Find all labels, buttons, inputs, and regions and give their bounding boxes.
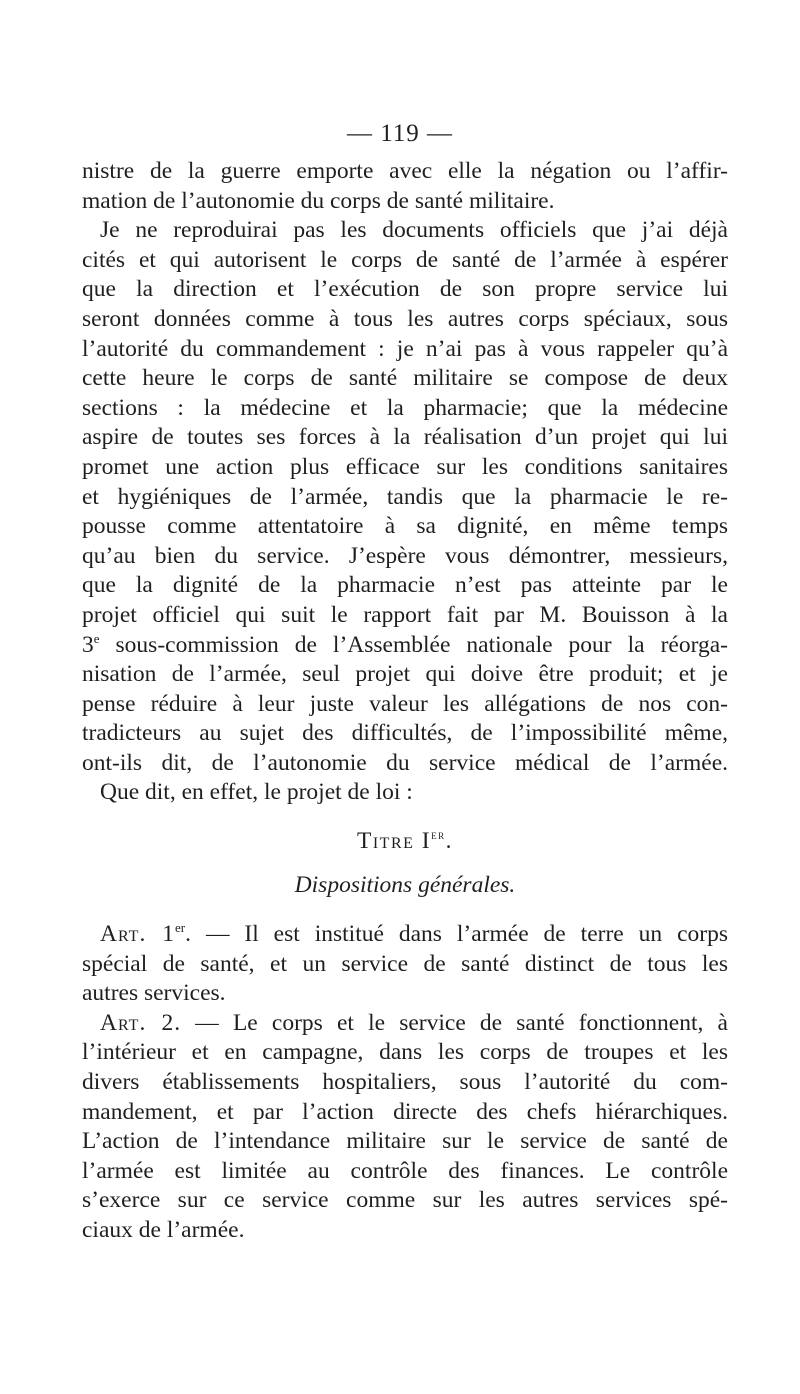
text-line: s’exerce sur ce service comme sur les autres services spé- <box>82 1187 728 1214</box>
paragraph-argument <box>82 216 728 778</box>
paragraph-intro-law: Que dit, en effet, le projet de loi : <box>100 779 413 806</box>
text-line: cette heure le corps de santé militaire se compose de deux <box>82 365 728 392</box>
text-line: divers établissements hospitaliers, sous l’autorité du com- <box>82 1069 728 1096</box>
text-line: et hygiéniques de l’armée, tandis que la pharmacie le re- <box>82 483 728 510</box>
text-line: spécial de santé, et un service de santé distinct de tous les <box>82 950 728 977</box>
text-line: mation de l’autonomie du corps de santé militaire. <box>82 187 555 214</box>
text-line: promet une action plus efficace sur les conditions sanitaires <box>82 453 728 480</box>
text-line: que la dignité de la pharmacie n’est pas atteinte par le <box>82 572 728 599</box>
text-line: L’action de l’intendance militaire sur le service de santé de <box>82 1128 728 1155</box>
text-line: aspire de toutes ses forces à la réalisation d’un projet qui lui <box>82 424 728 451</box>
text-line <box>82 631 728 661</box>
text-line: projet officiel qui suit le rapport fait par M. Bouisson à la <box>82 601 728 628</box>
text-line: que la direction et l’exécution de son propre service lui <box>82 276 728 303</box>
text-line: l’autorité du commandement : je n’ai pas à vous rappeler qu’à <box>82 335 728 362</box>
line-remainder: — Le corps et le service de santé fonctionnent, à <box>181 1009 728 1036</box>
text-line: tradicteurs au sujet des difficultés, de l’impossibilité même, <box>82 720 728 747</box>
text-line: autres services. <box>82 980 226 1007</box>
article-label: Art. 2. <box>100 1009 182 1036</box>
text-line: pousse comme attentatoire à sa dignité, en même temps <box>82 513 728 540</box>
text-line: nisation de l’armée, seul projet qui doive être produit; et je <box>82 661 728 688</box>
ordinal-number: 3 <box>82 631 94 658</box>
section-subtitle: Dispositions générales. <box>294 872 516 899</box>
article-2 <box>82 1009 728 1246</box>
title-end: . <box>445 828 453 855</box>
line-remainder: . — Il est institué dans l’armée de terre un corps <box>185 921 728 948</box>
article-superscript: er <box>175 920 186 936</box>
paragraph-continuation <box>82 157 728 216</box>
text-line <box>82 920 728 950</box>
text-line: ont-ils dit, de l’autonomie du service médical de l’armée. <box>82 749 728 776</box>
section-title <box>82 818 728 864</box>
text-line: cités et qui autorisent le corps de santé de l’armée à espérer <box>82 246 728 273</box>
text-line: seront données comme à tous les autres corps spéciaux, sous <box>82 305 728 332</box>
page-number: — 119 — <box>346 120 454 147</box>
page-body <box>82 157 728 1246</box>
text-line: sections : la médecine et la pharmacie; que la médecine <box>82 394 728 421</box>
text-line <box>82 1009 728 1039</box>
text-line: qu’au bien du service. J’espère vous démontrer, messieurs, <box>82 542 728 569</box>
ordinal-superscript: e <box>93 630 100 646</box>
text-line: Je ne reproduirai pas les documents officiels que j’ai déjà <box>100 217 728 244</box>
text-line: nistre de la guerre emporte avec elle la négation ou l’affir- <box>82 158 728 184</box>
article-label: Art. 1 <box>100 921 176 948</box>
line-remainder: sous-commission de l’Assemblée nationale pour la réorga- <box>99 631 728 658</box>
text-line: ciaux de l’armée. <box>82 1217 245 1243</box>
text-line: l’intérieur et en campagne, dans les corps de troupes et les <box>82 1039 728 1066</box>
text-line: pense réduire à leur juste valeur les allégations de nos con- <box>82 690 728 717</box>
title-superscript: er <box>431 827 446 843</box>
article-1 <box>82 920 728 1009</box>
text-line: mandement, et par l’action directe des chefs hiérarchiques. <box>82 1098 728 1125</box>
title-label: Titre I <box>357 828 432 855</box>
text-line: l’armée est limitée au contrôle des finances. Le contrôle <box>82 1157 728 1184</box>
